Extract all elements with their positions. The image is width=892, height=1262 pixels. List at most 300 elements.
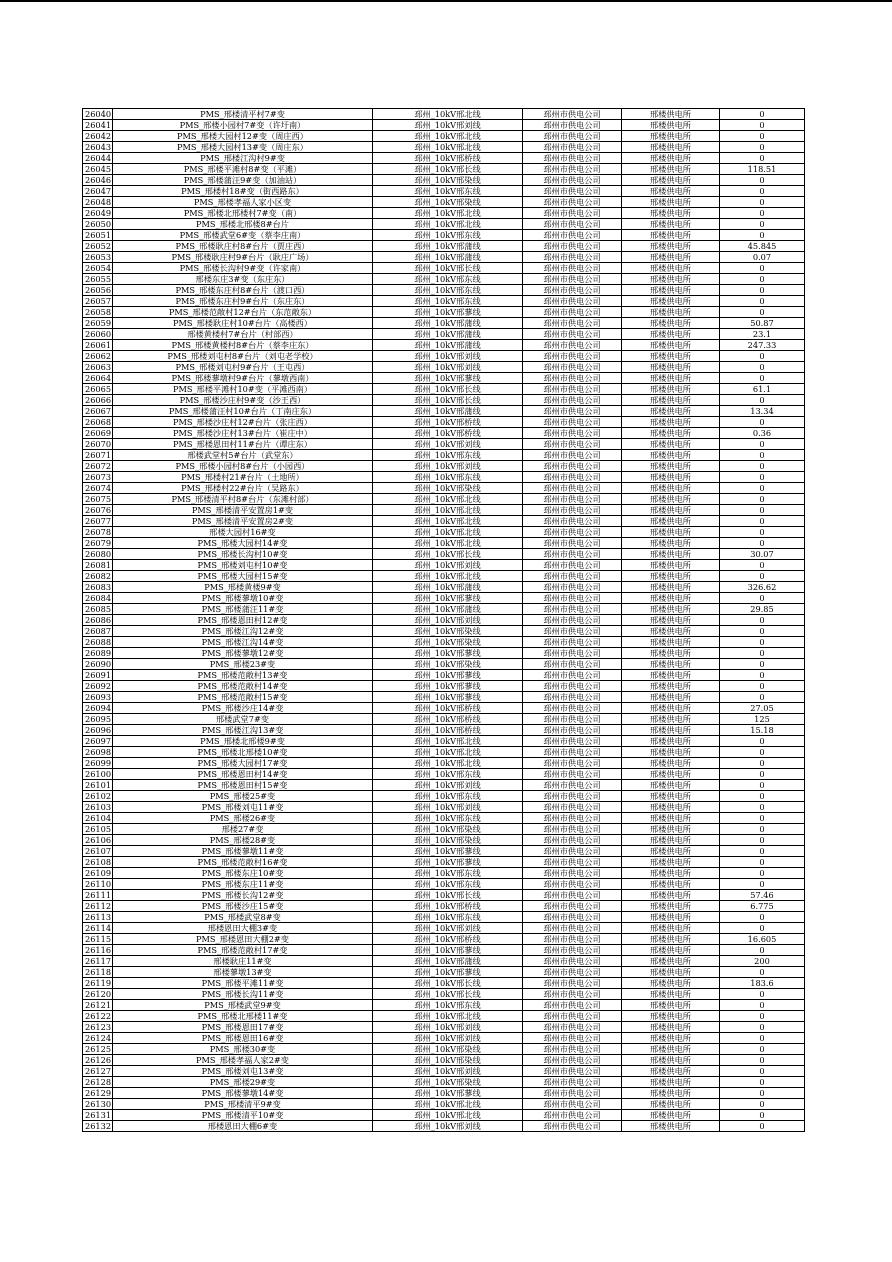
station-cell: 邢楼供电所 (622, 681, 720, 692)
table-row (83, 637, 805, 648)
feeder-line-cell: 邳州_10kV邢东线 (373, 450, 523, 461)
company-cell: 邳州市供电公司 (523, 1088, 622, 1099)
transformer-name-cell: PMS_邢楼刘屯11#变 (113, 802, 373, 813)
company-cell: 邳州市供电公司 (523, 274, 622, 285)
feeder-line-cell: 邳州_10kV邢蓼线 (373, 967, 523, 978)
record-id-cell: 26113 (83, 912, 113, 923)
value-cell: 0 (720, 868, 805, 879)
company-cell: 邳州市供电公司 (523, 571, 622, 582)
feeder-line-cell: 邳州_10kV邢蒲线 (373, 318, 523, 329)
feeder-line-cell: 邳州_10kV邢长线 (373, 989, 523, 1000)
table-row (83, 428, 805, 439)
company-cell: 邳州市供电公司 (523, 516, 622, 527)
value-cell: 0 (720, 692, 805, 703)
value-cell: 0 (720, 1000, 805, 1011)
table-row (83, 857, 805, 868)
table-row (83, 813, 805, 824)
transformer-name-cell: 邢楼黄楼村7#台片（村部西） (113, 329, 373, 340)
transformer-name-cell: PMS_邢楼刘屯村10#变 (113, 560, 373, 571)
transformer-name-cell: PMS_邢楼蓼墩14#变 (113, 1088, 373, 1099)
transformer-name-cell: PMS_邢楼恩田村12#变 (113, 615, 373, 626)
feeder-line-cell: 邳州_10kV邢刘线 (373, 802, 523, 813)
transformer-name-cell: PMS_邢楼大园村17#变 (113, 758, 373, 769)
company-cell: 邳州市供电公司 (523, 329, 622, 340)
value-cell: 0 (720, 483, 805, 494)
feeder-line-cell: 邳州_10kV邢蒲线 (373, 329, 523, 340)
value-cell: 0 (720, 1033, 805, 1044)
table-row (83, 582, 805, 593)
transformer-name-cell: 邢楼恩田大棚6#变 (113, 1121, 373, 1132)
transformer-name-cell: PMS_邢楼范敞村14#变 (113, 681, 373, 692)
feeder-line-cell: 邳州_10kV邢蓼线 (373, 1088, 523, 1099)
table-row (83, 285, 805, 296)
feeder-line-cell: 邳州_10kV邢东线 (373, 813, 523, 824)
feeder-line-cell: 邳州_10kV邢北线 (373, 1099, 523, 1110)
feeder-line-cell: 邳州_10kV邢长线 (373, 384, 523, 395)
transformer-name-cell: PMS_邢楼北邢楼11#变 (113, 1011, 373, 1022)
transformer-name-cell: PMS_邢楼清平10#变 (113, 1110, 373, 1121)
table-row (83, 791, 805, 802)
feeder-line-cell: 邳州_10kV邢刘线 (373, 615, 523, 626)
station-cell: 邢楼供电所 (622, 307, 720, 318)
value-cell: 23.1 (720, 329, 805, 340)
company-cell: 邳州市供电公司 (523, 472, 622, 483)
table-row (83, 802, 805, 813)
value-cell: 0 (720, 681, 805, 692)
transformer-name-cell: PMS_邢楼平滩村8#变（平滩） (113, 164, 373, 175)
value-cell: 27.05 (720, 703, 805, 714)
record-id-cell: 26091 (83, 670, 113, 681)
record-id-cell: 26074 (83, 483, 113, 494)
station-cell: 邢楼供电所 (622, 318, 720, 329)
company-cell: 邳州市供电公司 (523, 318, 622, 329)
value-cell: 30.07 (720, 549, 805, 560)
station-cell: 邢楼供电所 (622, 857, 720, 868)
station-cell: 邢楼供电所 (622, 131, 720, 142)
company-cell: 邳州市供电公司 (523, 769, 622, 780)
company-cell: 邳州市供电公司 (523, 582, 622, 593)
record-id-cell: 26107 (83, 846, 113, 857)
transformer-name-cell: PMS_邢楼东庄10#变 (113, 868, 373, 879)
record-id-cell: 26120 (83, 989, 113, 1000)
value-cell: 0 (720, 670, 805, 681)
transformer-name-cell: PMS_邢楼恩田17#变 (113, 1022, 373, 1033)
value-cell: 0 (720, 197, 805, 208)
value-cell: 183.6 (720, 978, 805, 989)
value-cell: 0 (720, 846, 805, 857)
record-id-cell: 26078 (83, 527, 113, 538)
station-cell: 邢楼供电所 (622, 296, 720, 307)
company-cell: 邳州市供电公司 (523, 461, 622, 472)
table-row (83, 505, 805, 516)
value-cell: 0 (720, 637, 805, 648)
value-cell: 0 (720, 274, 805, 285)
table-row (83, 1055, 805, 1066)
company-cell: 邳州市供电公司 (523, 285, 622, 296)
feeder-line-cell: 邳州_10kV邢染线 (373, 1055, 523, 1066)
value-cell: 0 (720, 989, 805, 1000)
company-cell: 邳州市供电公司 (523, 1055, 622, 1066)
value-cell: 247.33 (720, 340, 805, 351)
station-cell: 邢楼供电所 (622, 450, 720, 461)
company-cell: 邳州市供电公司 (523, 1077, 622, 1088)
feeder-line-cell: 邳州_10kV邢刘线 (373, 1022, 523, 1033)
company-cell: 邳州市供电公司 (523, 1110, 622, 1121)
feeder-line-cell: 邳州_10kV邢染线 (373, 626, 523, 637)
company-cell: 邳州市供电公司 (523, 923, 622, 934)
table-row (83, 120, 805, 131)
table-row (83, 1033, 805, 1044)
transformer-name-cell: PMS_邢楼小园村7#变（许圩南） (113, 120, 373, 131)
table-row (83, 538, 805, 549)
value-cell: 0 (720, 461, 805, 472)
table-row (83, 934, 805, 945)
record-id-cell: 26104 (83, 813, 113, 824)
table-row (83, 483, 805, 494)
station-cell: 邢楼供电所 (622, 362, 720, 373)
company-cell: 邳州市供电公司 (523, 1000, 622, 1011)
transformer-name-cell: PMS_邢楼村22#台片（吴路东） (113, 483, 373, 494)
station-cell: 邢楼供电所 (622, 989, 720, 1000)
feeder-line-cell: 邳州_10kV邢长线 (373, 263, 523, 274)
value-cell: 0 (720, 538, 805, 549)
value-cell: 0 (720, 571, 805, 582)
record-id-cell: 26108 (83, 857, 113, 868)
company-cell: 邳州市供电公司 (523, 186, 622, 197)
table-row (83, 1088, 805, 1099)
transformer-name-cell: PMS_邢楼蓼墩村9#台片（蓼墩西南） (113, 373, 373, 384)
record-id-cell: 26117 (83, 956, 113, 967)
feeder-line-cell: 邳州_10kV邢蒲线 (373, 340, 523, 351)
value-cell: 45.845 (720, 241, 805, 252)
value-cell: 0.07 (720, 252, 805, 263)
record-id-cell: 26099 (83, 758, 113, 769)
value-cell: 0 (720, 824, 805, 835)
station-cell: 邢楼供电所 (622, 560, 720, 571)
station-cell: 邢楼供电所 (622, 384, 720, 395)
record-id-cell: 26121 (83, 1000, 113, 1011)
record-id-cell: 26106 (83, 835, 113, 846)
station-cell: 邢楼供电所 (622, 428, 720, 439)
value-cell: 0 (720, 109, 805, 120)
station-cell: 邢楼供电所 (622, 241, 720, 252)
table-row (83, 318, 805, 329)
table-row (83, 560, 805, 571)
table-row (83, 901, 805, 912)
table-row (83, 615, 805, 626)
record-id-cell: 26064 (83, 373, 113, 384)
table-row (83, 747, 805, 758)
feeder-line-cell: 邳州_10kV邢东线 (373, 912, 523, 923)
value-cell: 0 (720, 439, 805, 450)
table-row (83, 395, 805, 406)
transformer-name-cell: PMS_邢楼长沟村9#变（许家南） (113, 263, 373, 274)
company-cell: 邳州市供电公司 (523, 351, 622, 362)
transformer-name-cell: PMS_邢楼沙庄14#变 (113, 703, 373, 714)
transformer-name-cell: PMS_邢楼北邢楼8#台片 (113, 219, 373, 230)
record-id-cell: 26087 (83, 626, 113, 637)
record-id-cell: 26081 (83, 560, 113, 571)
transformer-table (82, 108, 805, 1132)
transformer-name-cell: PMS_邢楼清平安置房1#变 (113, 505, 373, 516)
feeder-line-cell: 邳州_10kV邢桥线 (373, 934, 523, 945)
transformer-name-cell: PMS_邢楼江沟13#变 (113, 725, 373, 736)
station-cell: 邢楼供电所 (622, 945, 720, 956)
station-cell: 邢楼供电所 (622, 901, 720, 912)
feeder-line-cell: 邳州_10kV邢染线 (373, 835, 523, 846)
station-cell: 邢楼供电所 (622, 164, 720, 175)
company-cell: 邳州市供电公司 (523, 615, 622, 626)
transformer-name-cell: PMS_邢楼北邢楼村7#变（南） (113, 208, 373, 219)
table-row (83, 1011, 805, 1022)
record-id-cell: 26123 (83, 1022, 113, 1033)
record-id-cell: 26046 (83, 175, 113, 186)
feeder-line-cell: 邳州_10kV邢蓼线 (373, 593, 523, 604)
value-cell: 0 (720, 879, 805, 890)
table-row (83, 373, 805, 384)
feeder-line-cell: 邳州_10kV邢刘线 (373, 1066, 523, 1077)
company-cell: 邳州市供电公司 (523, 681, 622, 692)
table-row (83, 219, 805, 230)
table-row (83, 142, 805, 153)
table-row (83, 362, 805, 373)
feeder-line-cell: 邳州_10kV邢刘线 (373, 780, 523, 791)
feeder-line-cell: 邳州_10kV邢东线 (373, 1000, 523, 1011)
company-cell: 邳州市供电公司 (523, 1033, 622, 1044)
record-id-cell: 26105 (83, 824, 113, 835)
station-cell: 邢楼供电所 (622, 571, 720, 582)
feeder-line-cell: 邳州_10kV邢染线 (373, 659, 523, 670)
station-cell: 邢楼供电所 (622, 406, 720, 417)
station-cell: 邢楼供电所 (622, 109, 720, 120)
company-cell: 邳州市供电公司 (523, 890, 622, 901)
transformer-name-cell: PMS_邢楼刘屯13#变 (113, 1066, 373, 1077)
transformer-name-cell: 邢楼恩田大棚3#变 (113, 923, 373, 934)
feeder-line-cell: 邳州_10kV邢北线 (373, 142, 523, 153)
record-id-cell: 26102 (83, 791, 113, 802)
value-cell: 0.36 (720, 428, 805, 439)
station-cell: 邢楼供电所 (622, 670, 720, 681)
table-row (83, 307, 805, 318)
transformer-name-cell: PMS_邢楼耿庄村10#台片（高楼西） (113, 318, 373, 329)
feeder-line-cell: 邳州_10kV邢染线 (373, 175, 523, 186)
table-row (83, 681, 805, 692)
record-id-cell: 26131 (83, 1110, 113, 1121)
record-id-cell: 26047 (83, 186, 113, 197)
value-cell: 200 (720, 956, 805, 967)
station-cell: 邢楼供电所 (622, 494, 720, 505)
record-id-cell: 26111 (83, 890, 113, 901)
company-cell: 邳州市供电公司 (523, 901, 622, 912)
transformer-name-cell: PMS_邢楼29#变 (113, 1077, 373, 1088)
transformer-name-cell: PMS_邢楼蒲汪9#变（加油站） (113, 175, 373, 186)
station-cell: 邢楼供电所 (622, 1110, 720, 1121)
record-id-cell: 26044 (83, 153, 113, 164)
company-cell: 邳州市供电公司 (523, 560, 622, 571)
station-cell: 邢楼供电所 (622, 263, 720, 274)
station-cell: 邢楼供电所 (622, 637, 720, 648)
value-cell: 0 (720, 1099, 805, 1110)
record-id-cell: 26098 (83, 747, 113, 758)
company-cell: 邳州市供电公司 (523, 417, 622, 428)
record-id-cell: 26127 (83, 1066, 113, 1077)
table-row (83, 868, 805, 879)
transformer-name-cell: 邢楼东庄3#变（东庄东） (113, 274, 373, 285)
transformer-name-cell: PMS_邢楼28#变 (113, 835, 373, 846)
table-row (83, 714, 805, 725)
record-id-cell: 26085 (83, 604, 113, 615)
record-id-cell: 26128 (83, 1077, 113, 1088)
record-id-cell: 26109 (83, 868, 113, 879)
feeder-line-cell: 邳州_10kV邢蓼线 (373, 857, 523, 868)
feeder-line-cell: 邳州_10kV邢桥线 (373, 428, 523, 439)
station-cell: 邢楼供电所 (622, 758, 720, 769)
table-row (83, 1099, 805, 1110)
record-id-cell: 26040 (83, 109, 113, 120)
value-cell: 0 (720, 791, 805, 802)
feeder-line-cell: 邳州_10kV邢刘线 (373, 120, 523, 131)
record-id-cell: 26095 (83, 714, 113, 725)
feeder-line-cell: 邳州_10kV邢东线 (373, 769, 523, 780)
station-cell: 邢楼供电所 (622, 703, 720, 714)
value-cell: 0 (720, 769, 805, 780)
station-cell: 邢楼供电所 (622, 714, 720, 725)
value-cell: 0 (720, 912, 805, 923)
record-id-cell: 26116 (83, 945, 113, 956)
feeder-line-cell: 邳州_10kV邢蒲线 (373, 582, 523, 593)
record-id-cell: 26119 (83, 978, 113, 989)
station-cell: 邢楼供电所 (622, 153, 720, 164)
record-id-cell: 26079 (83, 538, 113, 549)
feeder-line-cell: 邳州_10kV邢北线 (373, 516, 523, 527)
record-id-cell: 26077 (83, 516, 113, 527)
value-cell: 0 (720, 1022, 805, 1033)
station-cell: 邢楼供电所 (622, 1099, 720, 1110)
transformer-name-cell: 邢楼蓼墩13#变 (113, 967, 373, 978)
feeder-line-cell: 邳州_10kV邢蓼线 (373, 373, 523, 384)
record-id-cell: 26068 (83, 417, 113, 428)
company-cell: 邳州市供电公司 (523, 824, 622, 835)
feeder-line-cell: 邳州_10kV邢蓼线 (373, 648, 523, 659)
table-row (83, 241, 805, 252)
feeder-line-cell: 邳州_10kV邢北线 (373, 527, 523, 538)
record-id-cell: 26070 (83, 439, 113, 450)
value-cell: 0 (720, 1110, 805, 1121)
station-cell: 邢楼供电所 (622, 120, 720, 131)
company-cell: 邳州市供电公司 (523, 934, 622, 945)
transformer-name-cell: PMS_邢楼范敞村12#台片（东范敞东） (113, 307, 373, 318)
value-cell: 0 (720, 395, 805, 406)
table-row (83, 758, 805, 769)
feeder-line-cell: 邳州_10kV邢蒲线 (373, 252, 523, 263)
transformer-name-cell: PMS_邢楼北邢楼9#变 (113, 736, 373, 747)
record-id-cell: 26093 (83, 692, 113, 703)
company-cell: 邳州市供电公司 (523, 736, 622, 747)
record-id-cell: 26125 (83, 1044, 113, 1055)
station-cell: 邢楼供电所 (622, 197, 720, 208)
record-id-cell: 26090 (83, 659, 113, 670)
value-cell: 0 (720, 648, 805, 659)
value-cell: 0 (720, 230, 805, 241)
station-cell: 邢楼供电所 (622, 1055, 720, 1066)
feeder-line-cell: 邳州_10kV邢蓼线 (373, 681, 523, 692)
value-cell: 0 (720, 736, 805, 747)
table-row (83, 978, 805, 989)
value-cell: 0 (720, 450, 805, 461)
value-cell: 0 (720, 1121, 805, 1132)
company-cell: 邳州市供电公司 (523, 593, 622, 604)
company-cell: 邳州市供电公司 (523, 296, 622, 307)
station-cell: 邢楼供电所 (622, 439, 720, 450)
company-cell: 邳州市供电公司 (523, 978, 622, 989)
transformer-name-cell: PMS_邢楼东庄11#变 (113, 879, 373, 890)
feeder-line-cell: 邳州_10kV邢北线 (373, 758, 523, 769)
table-row (83, 648, 805, 659)
value-cell: 0 (720, 505, 805, 516)
station-cell: 邢楼供电所 (622, 186, 720, 197)
company-cell: 邳州市供电公司 (523, 791, 622, 802)
company-cell: 邳州市供电公司 (523, 1044, 622, 1055)
company-cell: 邳州市供电公司 (523, 428, 622, 439)
table-body (83, 109, 805, 1132)
feeder-line-cell: 邳州_10kV邢北线 (373, 1011, 523, 1022)
feeder-line-cell: 邳州_10kV邢染线 (373, 637, 523, 648)
transformer-name-cell: PMS_邢楼蒲汪村10#台片（丁南庄东） (113, 406, 373, 417)
feeder-line-cell: 邳州_10kV邢东线 (373, 296, 523, 307)
company-cell: 邳州市供电公司 (523, 175, 622, 186)
value-cell: 0 (720, 1077, 805, 1088)
station-cell: 邢楼供电所 (622, 626, 720, 637)
record-id-cell: 26130 (83, 1099, 113, 1110)
value-cell: 0 (720, 296, 805, 307)
table-row (83, 824, 805, 835)
station-cell: 邢楼供电所 (622, 846, 720, 857)
table-row (83, 626, 805, 637)
value-cell: 0 (720, 780, 805, 791)
feeder-line-cell: 邳州_10kV邢桥线 (373, 703, 523, 714)
company-cell: 邳州市供电公司 (523, 241, 622, 252)
station-cell: 邢楼供电所 (622, 505, 720, 516)
value-cell: 0 (720, 142, 805, 153)
record-id-cell: 26073 (83, 472, 113, 483)
table-row (83, 186, 805, 197)
company-cell: 邳州市供电公司 (523, 142, 622, 153)
value-cell: 0 (720, 1011, 805, 1022)
company-cell: 邳州市供电公司 (523, 230, 622, 241)
table-row (83, 1121, 805, 1132)
feeder-line-cell: 邳州_10kV邢东线 (373, 472, 523, 483)
transformer-name-cell: PMS_邢楼孝福人家2#变 (113, 1055, 373, 1066)
feeder-line-cell: 邳州_10kV邢长线 (373, 890, 523, 901)
company-cell: 邳州市供电公司 (523, 945, 622, 956)
table-row (83, 450, 805, 461)
feeder-line-cell: 邳州_10kV邢染线 (373, 824, 523, 835)
record-id-cell: 26049 (83, 208, 113, 219)
company-cell: 邳州市供电公司 (523, 164, 622, 175)
company-cell: 邳州市供电公司 (523, 340, 622, 351)
transformer-name-cell: PMS_邢楼武堂8#变 (113, 912, 373, 923)
transformer-name-cell: PMS_邢楼清平村8#台片（东滩村部） (113, 494, 373, 505)
table-row (83, 1044, 805, 1055)
transformer-name-cell: PMS_邢楼范敞村15#变 (113, 692, 373, 703)
value-cell: 0 (720, 208, 805, 219)
record-id-cell: 26076 (83, 505, 113, 516)
table-row (83, 769, 805, 780)
company-cell: 邳州市供电公司 (523, 989, 622, 1000)
station-cell: 邢楼供电所 (622, 1044, 720, 1055)
company-cell: 邳州市供电公司 (523, 967, 622, 978)
feeder-line-cell: 邳州_10kV邢北线 (373, 109, 523, 120)
